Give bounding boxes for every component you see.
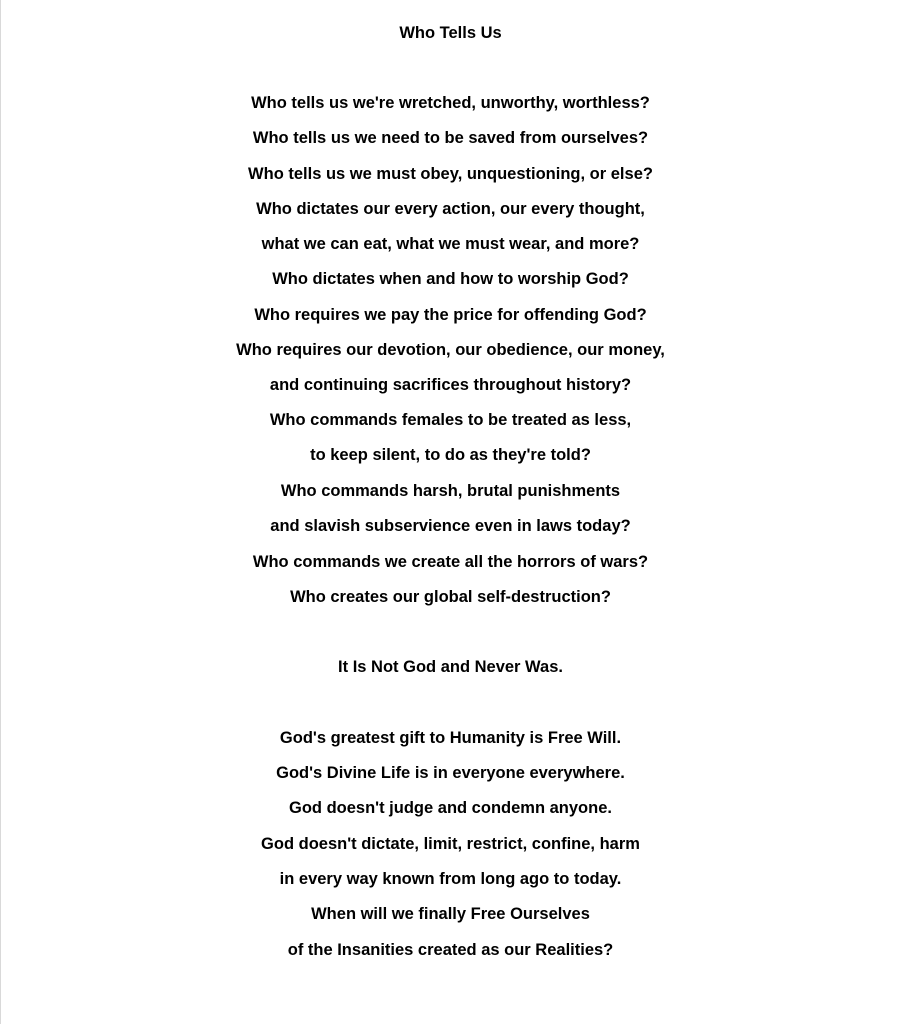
poem-line: Who tells us we need to be saved from ourselves?	[252, 129, 649, 147]
poem-line: Who commands harsh, brutal punishments	[280, 482, 621, 500]
poem-line: to keep silent, to do as they're told?	[310, 446, 591, 464]
poem-line: When will we finally Free Ourselves	[311, 905, 590, 923]
poem-title: Who Tells Us	[399, 24, 502, 42]
poem-line: Who requires we pay the price for offending God?	[254, 306, 647, 324]
poem-line: Who commands females to be treated as less,	[269, 411, 632, 429]
poem-line: God's greatest gift to Humanity is Free Will.	[279, 729, 622, 747]
poem-line: and continuing sacrifices throughout history?	[269, 376, 632, 394]
poem-line: Who requires our devotion, our obedience, our money,	[236, 341, 665, 359]
poem-line: Who commands we create all the horrors of wars?	[252, 553, 649, 571]
poem-line: Who tells us we must obey, unquestioning, or else?	[248, 165, 653, 183]
poem-line: in every way known from long ago to today.	[279, 870, 622, 888]
poem-line: what we can eat, what we must wear, and more?	[261, 235, 640, 253]
poem-line: Who tells us we're wretched, unworthy, worthless?	[251, 94, 650, 112]
poem-line: of the Insanities created as our Realities?	[287, 941, 614, 959]
poem-line: It Is Not God and Never Was.	[338, 658, 563, 676]
poem-line: and slavish subservience even in laws today?	[270, 517, 631, 535]
poem-line: God doesn't dictate, limit, restrict, confine, harm	[261, 835, 640, 853]
poem-line: God doesn't judge and condemn anyone.	[289, 799, 612, 817]
poem-line: Who dictates our every action, our every thought,	[256, 200, 645, 218]
poem-line: God's Divine Life is in everyone everywhere.	[276, 764, 625, 782]
poem-line: Who creates our global self-destruction?	[290, 588, 611, 606]
poem-line: Who dictates when and how to worship God?	[272, 270, 629, 288]
